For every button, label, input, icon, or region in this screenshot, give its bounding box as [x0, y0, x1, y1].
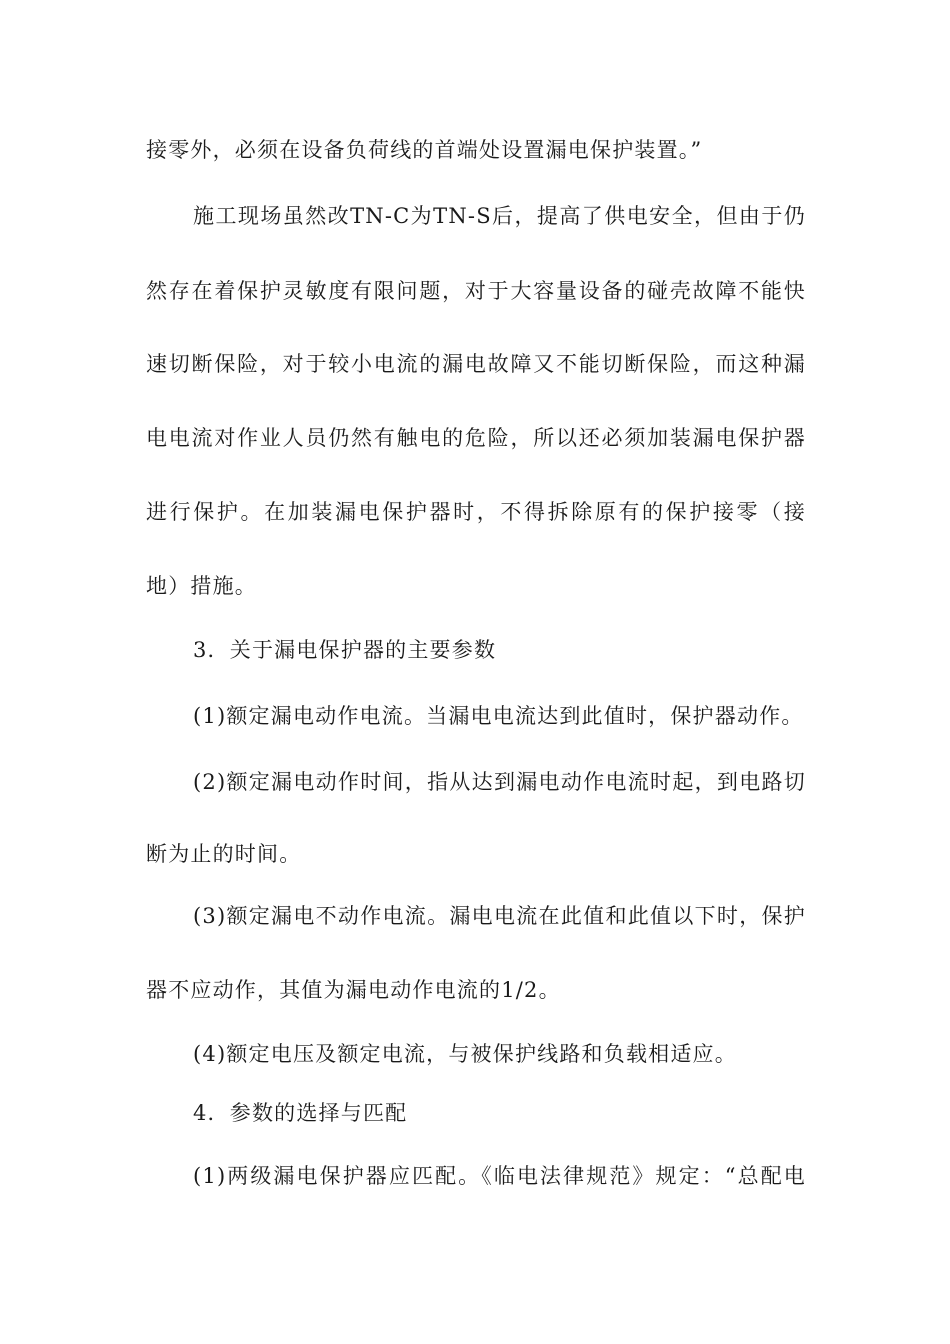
param-item-3-cont: 器不应动作，其值为漏电动作电流的1/2。: [146, 978, 561, 1002]
paragraph-start-line: 施工现场虽然改TN-C为TN-S后，提高了供电安全，但由于仍: [193, 204, 806, 228]
text-line-4: 速切断保险，对于较小电流的漏电故障又不能切断保险，而这种漏: [146, 352, 806, 376]
text-line-3: 然存在着保护灵敏度有限问题，对于大容量设备的碰壳故障不能快: [146, 279, 806, 303]
param-item-2-cont: 断为止的时间。: [146, 842, 302, 866]
section-heading-3: 3．关于漏电保护器的主要参数: [193, 638, 497, 662]
text-line-1: 接零外，必须在设备负荷线的首端处设置漏电保护装置。”: [146, 138, 703, 162]
section-heading-4: 4．参数的选择与匹配: [193, 1101, 408, 1125]
text-line-7: 地）措施。: [146, 574, 257, 598]
param-item-2: (2)额定漏电动作时间，指从达到漏电动作电流时起，到电路切: [193, 770, 806, 794]
text-line-6: 进行保护。在加装漏电保护器时，不得拆除原有的保护接零（接: [146, 500, 806, 524]
param-item-3: (3)额定漏电不动作电流。漏电电流在此值和此值以下时，保护: [193, 904, 806, 928]
param-item-4: (4)额定电压及额定电流，与被保护线路和负载相适应。: [193, 1042, 737, 1066]
param-item-1: (1)额定漏电动作电流。当漏电电流达到此值时，保护器动作。: [193, 704, 804, 728]
text-line-5: 电电流对作业人员仍然有触电的危险，所以还必须加装漏电保护器: [146, 426, 806, 450]
match-item-1: (1)两级漏电保护器应匹配。《临电法律规范》规定：“总配电: [193, 1164, 806, 1188]
